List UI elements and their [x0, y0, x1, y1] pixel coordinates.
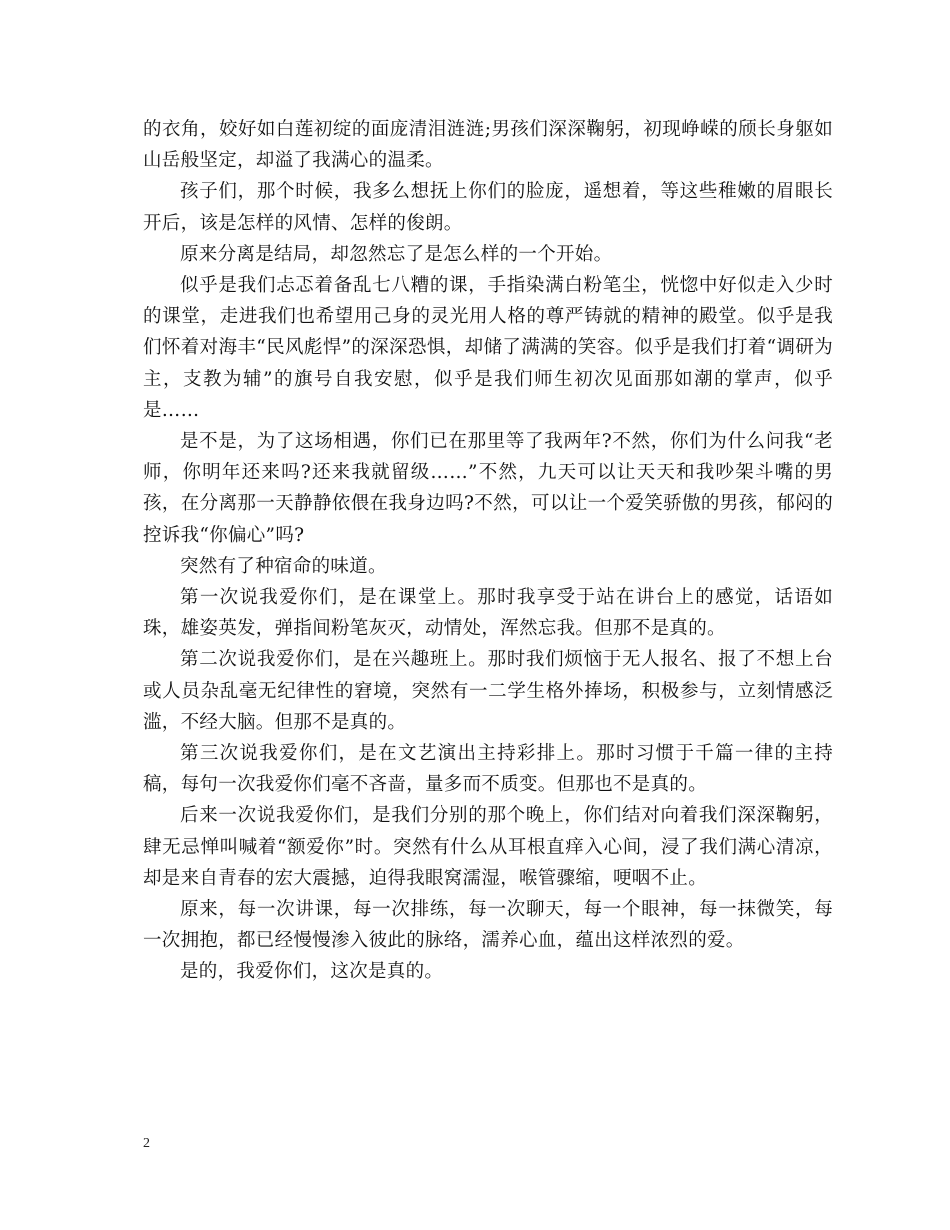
paragraph-9: 第三次说我爱你们，是在文艺演出主持彩排上。那时习惯于千篇一律的主持稿，每句一次我爱你们毫不吝啬，量多而不质变。但那也不是真的。 — [143, 743, 833, 796]
paragraph-12: 是的，我爱你们，这次是真的。 — [180, 961, 444, 983]
paragraph-8: 第二次说我爱你们，是在兴趣班上。那时我们烦恼于无人报名、报了不想上台或人员杂乱毫无纪律性的窘境，突然有一二学生格外捧场，积极参与，立刻情感泛滥，不经大脑。但那不是真的。 — [143, 649, 833, 733]
paragraph-5: 是不是，为了这场相遇，你们已在那里等了我两年?不然，你们为什么问我“老师，你明年还来吗?还来我就留级……”不然，九天可以让天天和我吵架斗嘴的男孩，在分离那一天静静依偎在我身边吗?不然，可以让一个爱笑骄傲的男孩，郁闷的控诉我“你偏心”吗? — [143, 431, 833, 546]
paragraph-1: 的衣角，姣好如白莲初绽的面庞清泪涟涟;男孩们深深鞠躬，初现峥嵘的颀长身躯如山岳般坚定，却溢了我满心的温柔。 — [143, 119, 833, 172]
paragraph-2: 孩子们，那个时候，我多么想抚上你们的脸庞，遥想着，等这些稚嫩的眉眼长开后，该是怎样的风情、怎样的俊朗。 — [143, 181, 833, 234]
paragraph-4: 似乎是我们忐忑着备乱七八糟的课，手指染满白粉笔尘，恍惚中好似走入少时的课堂，走进我们也希望用己身的灵光用人格的尊严铸就的精神的殿堂。似乎是我们怀着对海丰“民风彪悍”的深深恐惧，却储了满满的笑容。似乎是我们打着“调研为主，支教为辅”的旗号自我安慰，似乎是我们师生初次见面那如潮的掌声，似乎是…… — [143, 275, 833, 421]
paragraph-3: 原来分离是结局，却忽然忘了是怎么样的一个开始。 — [180, 243, 613, 265]
paragraph-11: 原来，每一次讲课，每一次排练，每一次聊天，每一个眼神，每一抹微笑，每一次拥抱，都已经慢慢渗入彼此的脉络，濡养心血，蕴出这样浓烈的爱。 — [143, 899, 833, 952]
paragraph-10: 后来一次说我爱你们，是我们分别的那个晚上，你们结对向着我们深深鞠躬，肆无忌惮叫喊着“额爱你”时。突然有什么从耳根直痒入心间，浸了我们满心清凉，却是来自青春的宏大震撼，迫得我眼窝濡湿，喉管骤缩，哽咽不止。 — [143, 805, 833, 889]
paragraph-6: 突然有了种宿命的味道。 — [180, 555, 387, 577]
page-number: 2 — [143, 1136, 150, 1151]
paragraph-7: 第一次说我爱你们，是在课堂上。那时我享受于站在讲台上的感觉，话语如珠，雄姿英发，弹指间粉笔灰灭，动情处，浑然忘我。但那不是真的。 — [143, 587, 833, 640]
document-body — [143, 114, 833, 988]
